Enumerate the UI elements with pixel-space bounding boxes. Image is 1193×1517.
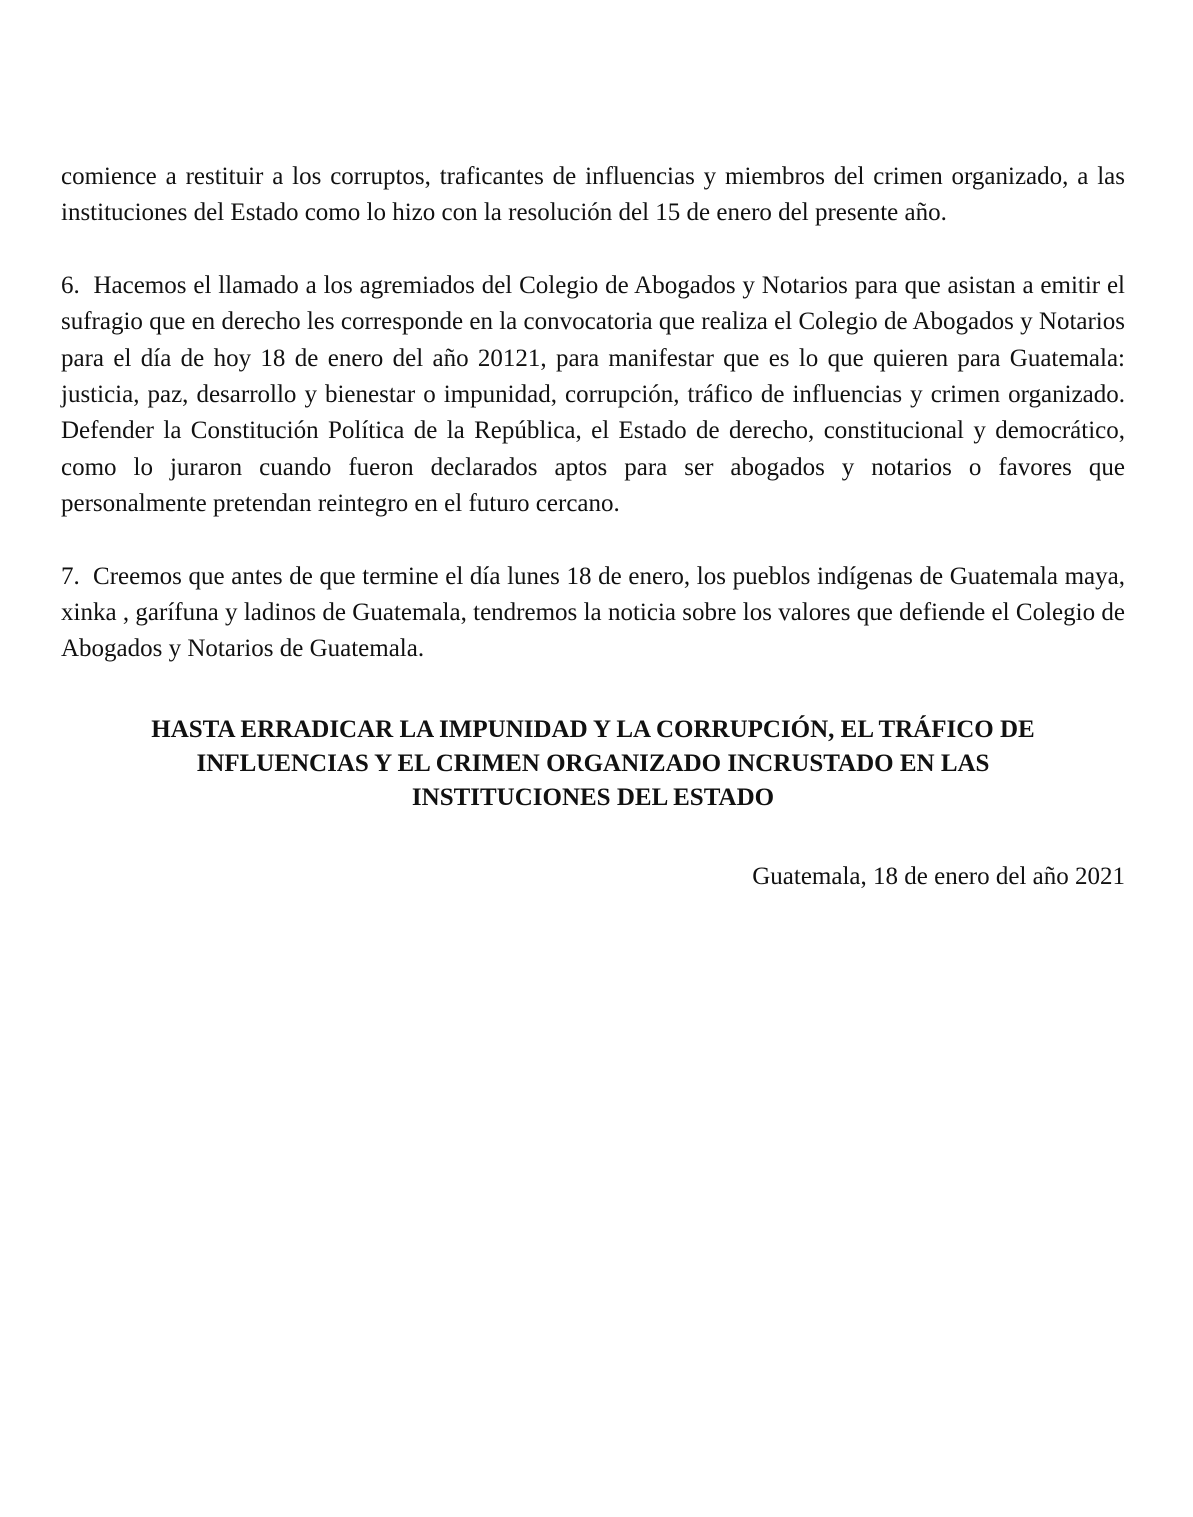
paragraph-number: 6. bbox=[61, 271, 80, 299]
paragraph-6 bbox=[61, 268, 1125, 523]
motto-line: INFLUENCIAS Y EL CRIMEN ORGANIZADO INCRUSTADO EN LAS bbox=[196, 749, 990, 777]
paragraph-number: 7. bbox=[61, 562, 80, 590]
paragraph-text: Hacemos el llamado a los agremiados del Colegio de Abogados y Notarios para que asistan a emitir el sufragio que en derecho les corresponde en la convocatoria que realiza el Colegio de Abogados y Notarios para el día de hoy 18 de enero del año 20121, para manifestar que es lo que quieren para Guatemala: justicia, paz, desarrollo y bienestar o impunidad, corrupción, tráfico de influencias y crimen organizado. Defender la Constitución Política de la República, el Estado de derecho, constitucional y democrático, como lo juraron cuando fueron declarados aptos para ser abogados y notarios o favores que personalmente pretendan reintegro en el futuro cercano. bbox=[61, 271, 1125, 518]
paragraph-continuation bbox=[61, 159, 1125, 232]
closing-motto bbox=[61, 713, 1125, 815]
place-and-date: Guatemala, 18 de enero del año 2021 bbox=[752, 862, 1125, 890]
paragraph-7 bbox=[61, 559, 1125, 668]
motto-line: HASTA ERRADICAR LA IMPUNIDAD Y LA CORRUPCIÓN, EL TRÁFICO DE bbox=[151, 715, 1035, 743]
document-page bbox=[61, 159, 1125, 895]
paragraph-text: comience a restituir a los corruptos, traficantes de influencias y miembros del crimen organizado, a las instituciones del Estado como lo hizo con la resolución del 15 de enero del presente año. bbox=[61, 163, 1125, 227]
paragraph-text: Creemos que antes de que termine el día lunes 18 de enero, los pueblos indígenas de Guatemala maya, xinka , garífuna y ladinos de Guatemala, tendremos la noticia sobre los valores que defiende el Colegio de Abogados y Notarios de Guatemala. bbox=[61, 562, 1125, 663]
motto-line: INSTITUCIONES DEL ESTADO bbox=[411, 783, 775, 811]
